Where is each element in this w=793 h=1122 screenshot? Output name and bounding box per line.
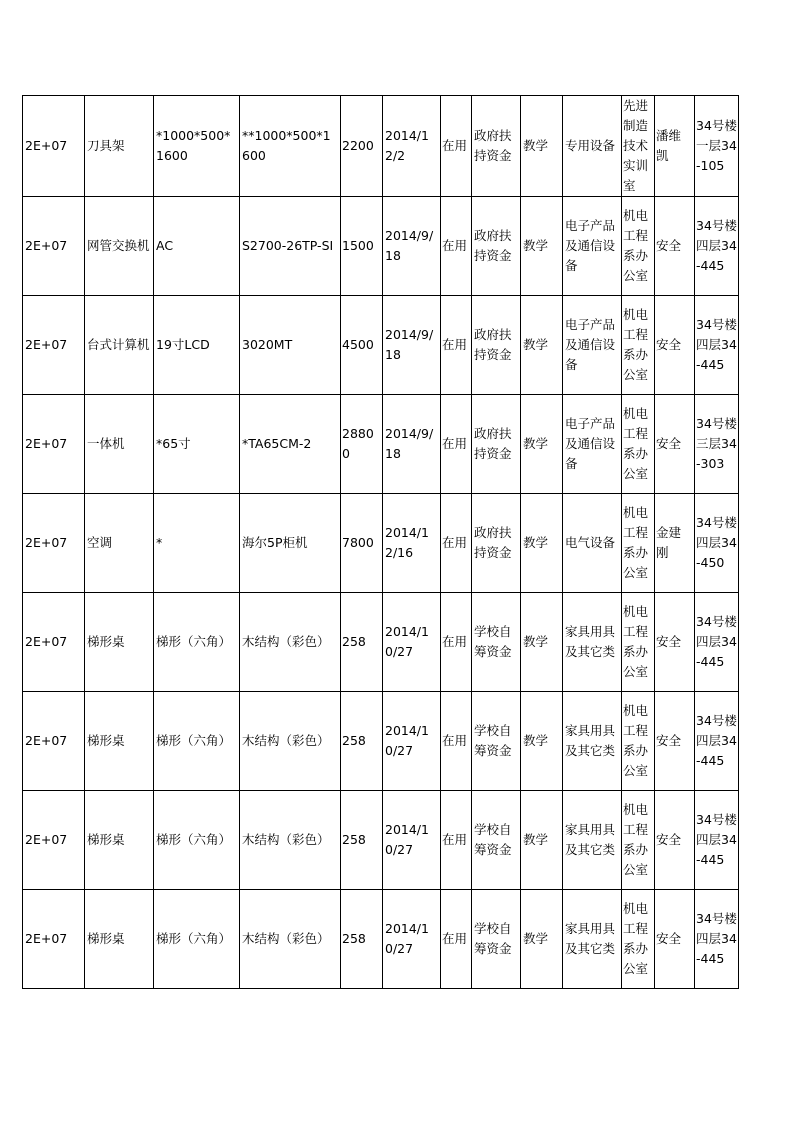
cell-keeper: 潘维凯: [655, 96, 695, 197]
cell-spec: 梯形（六角）: [154, 890, 240, 989]
cell-location: 34号楼四层34-445: [695, 692, 739, 791]
table-row: [23, 791, 739, 890]
cell-id: 2E+07: [23, 197, 85, 296]
cell-name: 刀具架: [85, 96, 154, 197]
cell-spec: 19寸LCD: [154, 296, 240, 395]
cell-dept: 机电工程系办公室: [622, 197, 655, 296]
asset-table: [22, 95, 739, 989]
cell-use: 教学: [521, 395, 563, 494]
cell-id: 2E+07: [23, 395, 85, 494]
cell-price: 258: [341, 593, 383, 692]
cell-keeper: 安全: [655, 395, 695, 494]
cell-category: 家具用具及其它类: [563, 593, 622, 692]
cell-dept: 机电工程系办公室: [622, 494, 655, 593]
cell-fund: 政府扶持资金: [472, 296, 521, 395]
cell-location: 34号楼四层34-445: [695, 890, 739, 989]
cell-spec: 梯形（六角）: [154, 692, 240, 791]
cell-location: 34号楼四层34-450: [695, 494, 739, 593]
table-row: [23, 395, 739, 494]
cell-use: 教学: [521, 890, 563, 989]
cell-id: 2E+07: [23, 296, 85, 395]
cell-model: 海尔5P柜机: [240, 494, 341, 593]
cell-status: 在用: [441, 791, 472, 890]
cell-fund: 政府扶持资金: [472, 494, 521, 593]
cell-use: 教学: [521, 197, 563, 296]
cell-keeper: 安全: [655, 791, 695, 890]
cell-dept: 机电工程系办公室: [622, 395, 655, 494]
cell-spec: *1000*500*1600: [154, 96, 240, 197]
cell-price: 7800: [341, 494, 383, 593]
cell-category: 电子产品及通信设备: [563, 296, 622, 395]
table-row: [23, 197, 739, 296]
cell-model: 3020MT: [240, 296, 341, 395]
table-row: [23, 296, 739, 395]
cell-model: 木结构（彩色）: [240, 593, 341, 692]
cell-id: 2E+07: [23, 96, 85, 197]
cell-keeper: 安全: [655, 692, 695, 791]
cell-fund: 政府扶持资金: [472, 197, 521, 296]
cell-date: 2014/12/16: [383, 494, 441, 593]
cell-dept: 机电工程系办公室: [622, 593, 655, 692]
table-row: [23, 494, 739, 593]
cell-dept: 机电工程系办公室: [622, 890, 655, 989]
cell-location: 34号楼四层34-445: [695, 296, 739, 395]
cell-id: 2E+07: [23, 692, 85, 791]
cell-location: 34号楼四层34-445: [695, 593, 739, 692]
cell-name: 一体机: [85, 395, 154, 494]
cell-fund: 政府扶持资金: [472, 96, 521, 197]
table-row: [23, 692, 739, 791]
cell-price: 258: [341, 692, 383, 791]
cell-name: 空调: [85, 494, 154, 593]
cell-name: 网管交换机: [85, 197, 154, 296]
cell-model: 木结构（彩色）: [240, 890, 341, 989]
cell-fund: 学校自筹资金: [472, 692, 521, 791]
cell-name: 梯形桌: [85, 791, 154, 890]
cell-id: 2E+07: [23, 494, 85, 593]
cell-use: 教学: [521, 791, 563, 890]
cell-spec: 梯形（六角）: [154, 593, 240, 692]
cell-model: *TA65CM-2: [240, 395, 341, 494]
cell-status: 在用: [441, 593, 472, 692]
cell-status: 在用: [441, 395, 472, 494]
table-row: [23, 96, 739, 197]
cell-status: 在用: [441, 296, 472, 395]
cell-fund: 学校自筹资金: [472, 593, 521, 692]
cell-model: 木结构（彩色）: [240, 692, 341, 791]
cell-category: 家具用具及其它类: [563, 692, 622, 791]
cell-keeper: 安全: [655, 296, 695, 395]
cell-status: 在用: [441, 692, 472, 791]
cell-name: 梯形桌: [85, 692, 154, 791]
cell-dept: 机电工程系办公室: [622, 692, 655, 791]
cell-status: 在用: [441, 197, 472, 296]
cell-price: 4500: [341, 296, 383, 395]
cell-keeper: 安全: [655, 890, 695, 989]
cell-model: S2700-26TP-SI: [240, 197, 341, 296]
asset-table-body: [23, 96, 739, 989]
cell-price: 258: [341, 890, 383, 989]
cell-fund: 学校自筹资金: [472, 791, 521, 890]
table-row: [23, 593, 739, 692]
table-row: [23, 890, 739, 989]
cell-date: 2014/10/27: [383, 791, 441, 890]
cell-spec: *65寸: [154, 395, 240, 494]
cell-location: 34号楼一层34-105: [695, 96, 739, 197]
cell-use: 教学: [521, 494, 563, 593]
cell-date: 2014/12/2: [383, 96, 441, 197]
cell-date: 2014/9/18: [383, 296, 441, 395]
cell-category: 家具用具及其它类: [563, 791, 622, 890]
cell-status: 在用: [441, 96, 472, 197]
cell-location: 34号楼四层34-445: [695, 197, 739, 296]
cell-date: 2014/10/27: [383, 692, 441, 791]
cell-model: 木结构（彩色）: [240, 791, 341, 890]
cell-category: 电气设备: [563, 494, 622, 593]
cell-fund: 政府扶持资金: [472, 395, 521, 494]
cell-category: 电子产品及通信设备: [563, 395, 622, 494]
cell-price: 2200: [341, 96, 383, 197]
cell-spec: AC: [154, 197, 240, 296]
cell-id: 2E+07: [23, 593, 85, 692]
cell-name: 梯形桌: [85, 890, 154, 989]
cell-model: **1000*500*1600: [240, 96, 341, 197]
cell-name: 梯形桌: [85, 593, 154, 692]
cell-use: 教学: [521, 96, 563, 197]
cell-use: 教学: [521, 296, 563, 395]
cell-date: 2014/10/27: [383, 593, 441, 692]
cell-price: 1500: [341, 197, 383, 296]
cell-category: 电子产品及通信设备: [563, 197, 622, 296]
cell-keeper: 安全: [655, 197, 695, 296]
cell-date: 2014/9/18: [383, 197, 441, 296]
cell-date: 2014/10/27: [383, 890, 441, 989]
cell-date: 2014/9/18: [383, 395, 441, 494]
cell-keeper: 安全: [655, 593, 695, 692]
cell-spec: *: [154, 494, 240, 593]
cell-dept: 机电工程系办公室: [622, 296, 655, 395]
cell-category: 家具用具及其它类: [563, 890, 622, 989]
cell-id: 2E+07: [23, 890, 85, 989]
cell-name: 台式计算机: [85, 296, 154, 395]
cell-spec: 梯形（六角）: [154, 791, 240, 890]
cell-status: 在用: [441, 494, 472, 593]
cell-fund: 学校自筹资金: [472, 890, 521, 989]
cell-status: 在用: [441, 890, 472, 989]
cell-price: 28800: [341, 395, 383, 494]
cell-price: 258: [341, 791, 383, 890]
cell-dept: 先进制造技术实训室: [622, 96, 655, 197]
cell-location: 34号楼三层34-303: [695, 395, 739, 494]
cell-dept: 机电工程系办公室: [622, 791, 655, 890]
cell-keeper: 金建刚: [655, 494, 695, 593]
cell-id: 2E+07: [23, 791, 85, 890]
cell-use: 教学: [521, 593, 563, 692]
cell-use: 教学: [521, 692, 563, 791]
cell-category: 专用设备: [563, 96, 622, 197]
cell-location: 34号楼四层34-445: [695, 791, 739, 890]
